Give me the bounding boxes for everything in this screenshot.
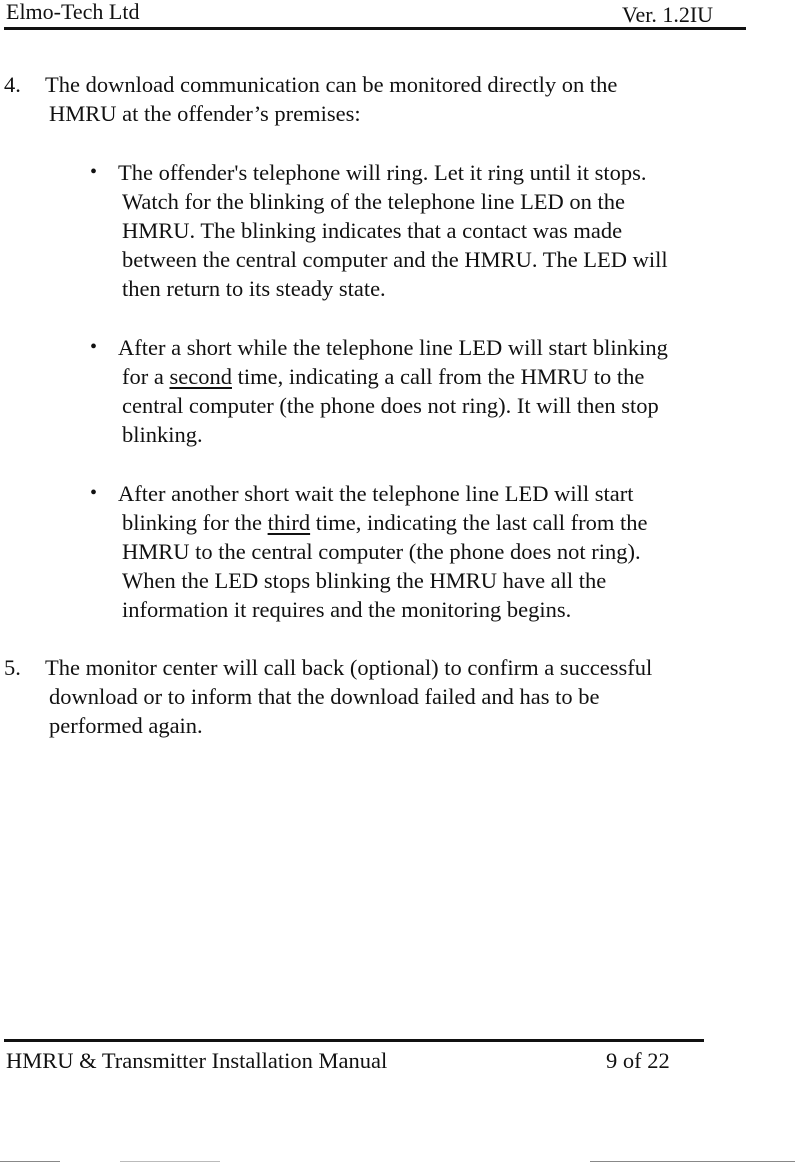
- bullet-2-line: central computer (the phone does not ring). It will then stop: [122, 393, 659, 418]
- bullet-3-symbol: •: [90, 482, 98, 504]
- step-5-line: download or to inform that the download failed and has to be: [49, 684, 600, 709]
- bullet-3-line: When the LED stops blinking the HMRU have all the: [122, 568, 607, 593]
- bullet-2-line: After a short while the telephone line LED will start blinking: [118, 335, 668, 360]
- bullet-1-line: then return to its steady state.: [122, 276, 386, 301]
- underlined-word-third: third: [267, 510, 311, 535]
- bullet-1-line: Watch for the blinking of the telephone line LED on the: [122, 189, 626, 214]
- footer-page-number: 9 of 22: [606, 1048, 670, 1073]
- bullet-3-line: After another short wait the telephone line LED will start: [118, 481, 634, 506]
- step-5-number: 5.: [4, 655, 21, 680]
- bullet-3-line: [118, 508, 648, 537]
- bullet-2-symbol: •: [90, 336, 98, 358]
- scan-artifact: [120, 1161, 220, 1162]
- header-version: Ver. 1.2IU: [622, 2, 714, 27]
- bullet-2-line-part: time, indicating a call from the HMRU to the: [231, 364, 645, 389]
- bullet-1-line: HMRU. The blinking indicates that a contact was made: [122, 218, 623, 243]
- scan-artifact: [590, 1161, 795, 1162]
- step-5-line: The monitor center will call back (optional) to confirm a successful: [45, 655, 653, 680]
- step-4-number: 4.: [4, 72, 21, 97]
- bullet-3-line-part: time, indicating the last call from the: [310, 510, 648, 535]
- bullet-1-text: [118, 158, 668, 303]
- step-4-line: The download communication can be monitored directly on the: [45, 72, 618, 97]
- bullet-3-line-part: blinking for the: [122, 510, 268, 535]
- bullet-1-line: The offender's telephone will ring. Let it ring until it stops.: [118, 160, 647, 185]
- footer-title: HMRU & Transmitter Installation Manual: [6, 1048, 388, 1073]
- bullet-2-text: [118, 333, 668, 449]
- header-company: Elmo-Tech Ltd: [6, 0, 140, 24]
- footer-rule: [4, 1039, 704, 1042]
- bullet-3-line: HMRU to the central computer (the phone does not ring).: [122, 539, 641, 564]
- bullet-3-text: [118, 479, 648, 624]
- underlined-word-second: second: [169, 364, 232, 389]
- scan-artifact: [0, 1161, 60, 1162]
- bullet-2-line: [118, 362, 668, 391]
- bullet-1-symbol: •: [90, 161, 98, 183]
- step-4-text: [45, 70, 617, 128]
- bullet-3-line: information it requires and the monitoring begins.: [122, 597, 572, 622]
- bullet-2-line-part: for a: [122, 364, 170, 389]
- header-rule: [4, 27, 746, 30]
- bullet-1-line: between the central computer and the HMRU. The LED will: [122, 247, 668, 272]
- step-5-text: [45, 653, 652, 740]
- step-4-line: HMRU at the offender’s premises:: [49, 101, 361, 126]
- step-5-line: performed again.: [49, 713, 203, 738]
- bullet-2-line: blinking.: [122, 422, 203, 447]
